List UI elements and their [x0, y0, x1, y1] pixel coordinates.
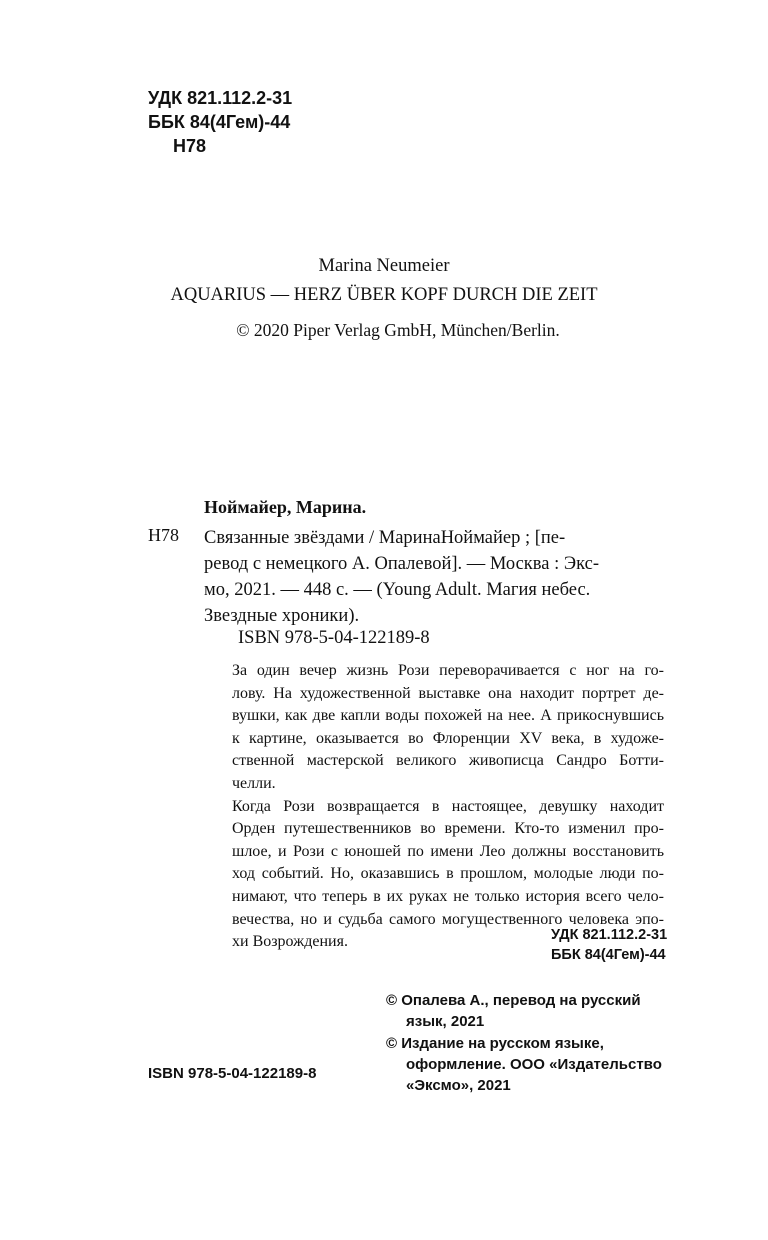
bbk-code: ББК 84(4Гем)-44: [148, 112, 291, 132]
annotation-line: лову. На художественной выставке она находит портрет де-: [232, 684, 664, 702]
original-title: AQUARIUS — HERZ ÜBER KOPF DURCH DIE ZEIT: [170, 285, 598, 305]
description-line: ревод с немецкого А. Опалевой]. — Москва : Экс-: [204, 554, 599, 574]
annotation-line: челли.: [232, 774, 276, 792]
bottom-isbn: ISBN 978-5-04-122189-8: [148, 1065, 317, 1082]
bottom-classification-codes: [551, 925, 667, 965]
annotation-line: хи Возрождения.: [232, 933, 348, 951]
record-isbn: ISBN 978-5-04-122189-8: [238, 628, 430, 648]
annotation-line: ход событий. Но, оказавшись в прошлом, молодые люди по-: [232, 865, 664, 883]
original-copyright: © 2020 Piper Verlag GmbH, München/Berlin.: [236, 320, 560, 340]
translation-copyright: © Опалева А., перевод на русский язык, 2021: [386, 992, 641, 1030]
annotation-line: Когда Рози возвращается в настоящее, девушку находит: [232, 797, 664, 815]
description-line: мо, 2021. — 448 с. — (Young Adult. Магия небес.: [204, 580, 591, 600]
annotation-line: шлое, и Рози с юношей по имени Лео должны восстановить: [232, 842, 664, 860]
annotation-line: вечества, но и судьба самого могущественного человека эпо-: [232, 910, 664, 928]
annotation: [204, 660, 664, 954]
rights-block: [386, 990, 676, 1097]
annotation-line: ственной мастерской великого живописца Сандро Ботти-: [232, 752, 664, 770]
description-line: Звездные хроники).: [204, 606, 360, 626]
record-author-mark: Н78: [148, 525, 179, 545]
udk-code: УДК 821.112.2-31: [148, 88, 293, 108]
original-edition: [0, 252, 768, 345]
bottom-udk-code: УДК 821.112.2-31: [551, 927, 668, 943]
bibliographic-description: [204, 525, 664, 629]
classification-codes: [148, 86, 292, 158]
bottom-bbk-code: ББК 84(4Гем)-44: [551, 947, 666, 963]
author-mark: Н78: [173, 136, 207, 156]
annotation-line: нимают, что теперь в их руках не только история всего чело-: [232, 887, 664, 905]
annotation-line: вушки, как две капли воды похожей на нее. А прикоснувшись: [232, 707, 664, 725]
author-heading: Ноймайер, Марина.: [204, 497, 367, 517]
description-line: Связанные звёздами / МаринаНоймайер ; [пе-: [204, 528, 566, 548]
annotation-paragraph: [204, 660, 664, 796]
annotation-line: За один вечер жизнь Рози переворачивается с ног на го-: [232, 662, 664, 679]
original-author: Marina Neumeier: [318, 256, 450, 276]
annotation-line: Орден путешественников во времени. Кто-то изменил про-: [232, 820, 664, 838]
edition-copyright: © Издание на русском языке, оформление. ООО «Издательство «Эксмо», 2021: [386, 1035, 662, 1094]
annotation-line: к картине, оказывается во Флоренции XV века, в художе-: [232, 729, 664, 747]
